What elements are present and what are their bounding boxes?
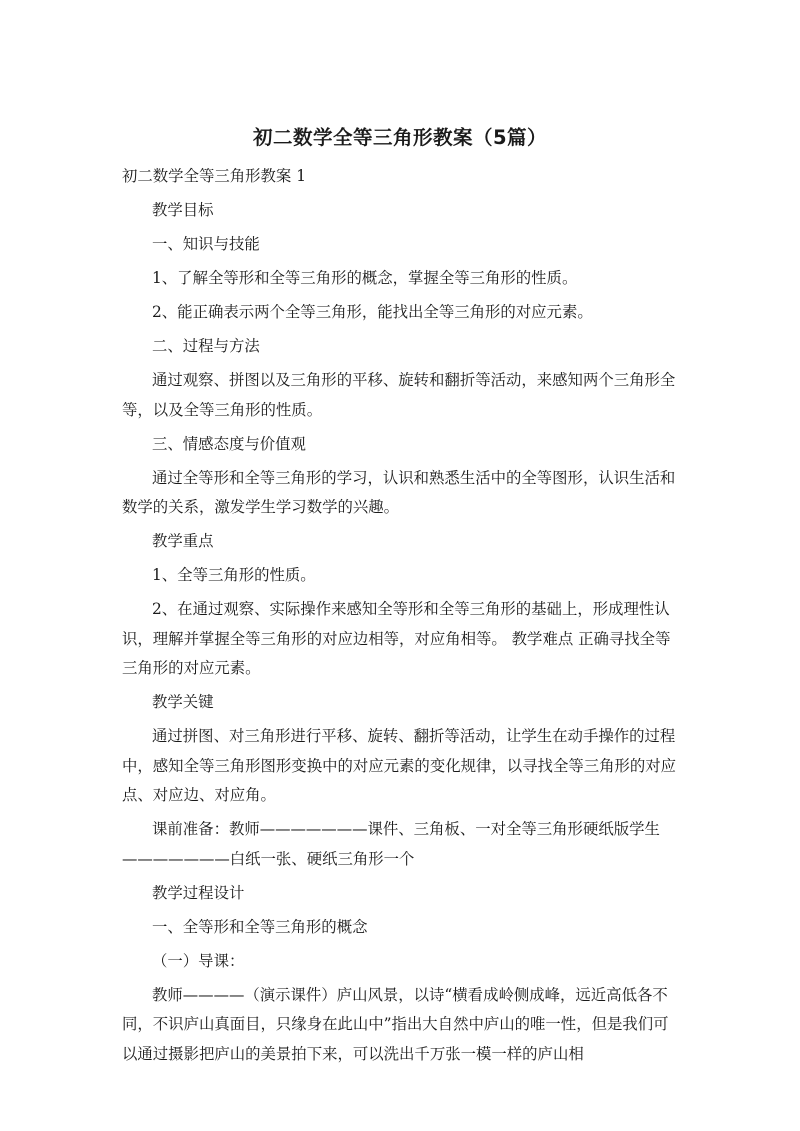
paragraph: 通过全等形和全等三角形的学习，认识和熟悉生活中的全等图形，认识生活和数学的关系，激发学生学习数学的兴趣。 — [122, 468, 676, 516]
paragraph: 通过观察、拼图以及三角形的平移、旋转和翻折等活动，来感知两个三角形全等，以及全等三角形的性质。 — [122, 371, 676, 419]
paragraph: 教学过程设计 — [152, 883, 245, 902]
paragraph: 一、知识与技能 — [152, 235, 260, 253]
paragraph: 二、过程与方法 — [152, 337, 260, 355]
paragraph: （一）导课： — [152, 951, 245, 970]
paragraph: 教学目标 — [152, 201, 214, 219]
document-title: 初二数学全等三角形教案（5篇） — [252, 126, 548, 149]
paragraph: 三、情感态度与价值观 — [152, 434, 306, 453]
document-body — [122, 162, 682, 1074]
paragraph: 1、了解全等形和全等三角形的概念，掌握全等三角形的性质。 — [152, 269, 578, 287]
paragraph: 一、全等形和全等三角形的概念 — [152, 917, 368, 936]
paragraph: 教师————（演示课件）庐山风景，以诗“横看成岭侧成峰，远近高低各不同，不识庐山真面目，只缘身在此山中”指出大自然中庐山的唯一性，但是我们可以通过摄影把庐山的美景拍下来，可以洗出千万张一模一样的庐山相 — [122, 985, 669, 1063]
section-heading: 初二数学全等三角形教案 1 — [122, 167, 306, 185]
paragraph: 课前准备：教师———————课件、三角板、一对全等三角形硬纸版学生———————白纸一张、硬纸三角形一个 — [122, 820, 660, 868]
paragraph: 2、在通过观察、实际操作来感知全等形和全等三角形的基础上，形成理性认识，理解并掌握全等三角形的对应边相等，对应角相等。 教学难点 正确寻找全等三角形的对应元素。 — [122, 600, 671, 677]
paragraph: 教学关键 — [152, 693, 214, 711]
paragraph: 教学重点 — [152, 532, 214, 550]
paragraph: 2、能正确表示两个全等三角形，能找出全等三角形的对应元素。 — [152, 303, 593, 321]
paragraph: 通过拼图、对三角形进行平移、旋转、翻折等活动，让学生在动手操作的过程中，感知全等三角形图形变换中的对应元素的变化规律，以寻找全等三角形的对应点、对应边、对应角。 — [122, 727, 677, 804]
paragraph: 1、全等三角形的性质。 — [152, 566, 316, 584]
